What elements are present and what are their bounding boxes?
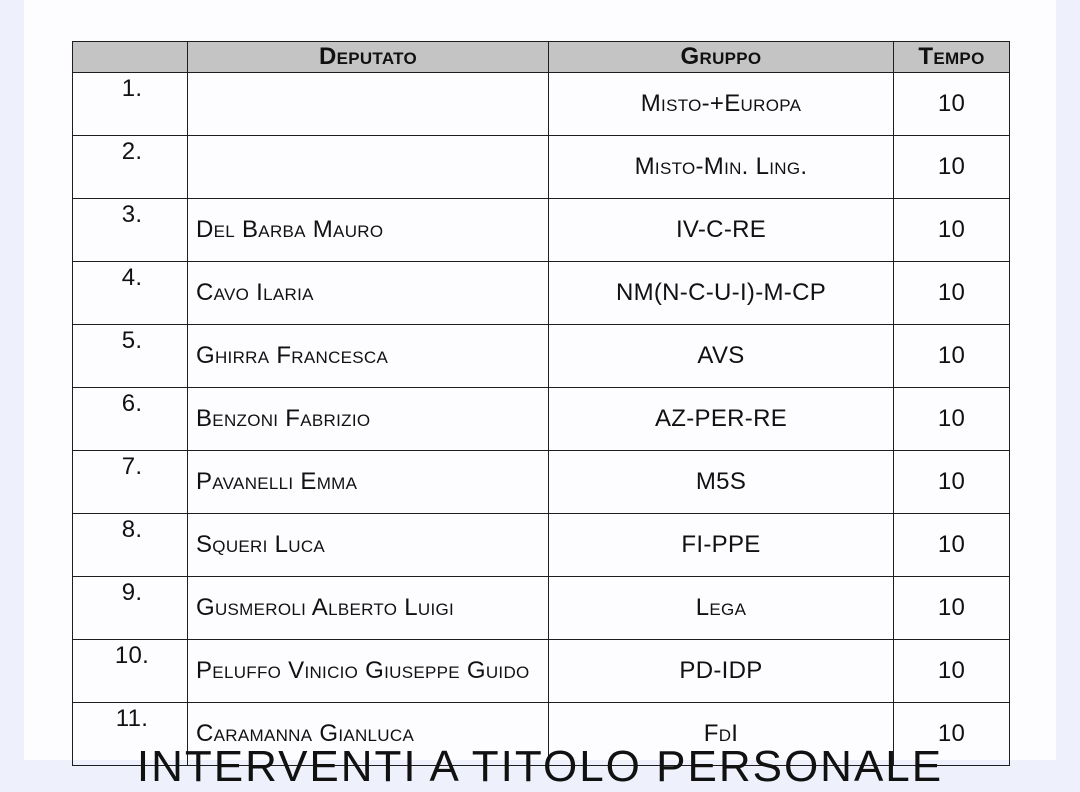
header-time: Tempo [894,42,1010,73]
table-header-row [73,42,1010,73]
row-deputy: Cavo Ilaria [188,262,549,325]
next-section-heading: INTERVENTI A TITOLO PERSONALE [136,742,944,791]
row-group: PD-IDP [549,640,894,703]
row-number: 9. [73,577,188,640]
row-time: 10 [894,451,1010,514]
row-number: 5. [73,325,188,388]
row-number: 4. [73,262,188,325]
row-group: FI-PPE [549,514,894,577]
row-time: 10 [894,514,1010,577]
header-number [73,42,188,73]
row-time: 10 [894,703,1010,766]
row-number: 2. [73,136,188,199]
row-deputy: Gusmeroli Alberto Luigi [188,577,549,640]
row-time: 10 [894,136,1010,199]
row-group: FdI [549,703,894,766]
row-number: 10. [73,640,188,703]
row-time: 10 [894,73,1010,136]
table-row [73,325,1010,388]
row-group: Misto-Min. Ling. [549,136,894,199]
table-row [73,577,1010,640]
table-row [73,451,1010,514]
row-time: 10 [894,262,1010,325]
row-deputy: Caramanna Gianluca [188,703,549,766]
row-time: 10 [894,388,1010,451]
row-time: 10 [894,640,1010,703]
row-time: 10 [894,325,1010,388]
row-deputy [188,73,549,136]
row-group: Misto-+Europa [549,73,894,136]
row-group: Lega [549,577,894,640]
row-number: 8. [73,514,188,577]
table-row [73,199,1010,262]
row-deputy: Pavanelli Emma [188,451,549,514]
row-deputy: Benzoni Fabrizio [188,388,549,451]
row-number: 11. [73,703,188,766]
row-number: 3. [73,199,188,262]
row-deputy: Peluffo Vinicio Giuseppe Guido [188,640,549,703]
row-group: AVS [549,325,894,388]
document-page [24,0,1056,791]
row-time: 10 [894,577,1010,640]
table-row [73,388,1010,451]
row-deputy: Ghirra Francesca [188,325,549,388]
table-row [73,514,1010,577]
row-number: 1. [73,73,188,136]
row-deputy: Del Barba Mauro [188,199,549,262]
row-number: 7. [73,451,188,514]
row-group: AZ-PER-RE [549,388,894,451]
table-row [73,640,1010,703]
table-row [73,262,1010,325]
row-number: 6. [73,388,188,451]
row-deputy [188,136,549,199]
row-time: 10 [894,199,1010,262]
table-row [73,73,1010,136]
row-group: IV-C-RE [549,199,894,262]
header-group: Gruppo [549,42,894,73]
header-deputy: Deputato [188,42,549,73]
row-group: M5S [549,451,894,514]
table-row [73,136,1010,199]
speakers-table [72,41,1010,766]
row-deputy: Squeri Luca [188,514,549,577]
row-group: NM(N-C-U-I)-M-CP [549,262,894,325]
